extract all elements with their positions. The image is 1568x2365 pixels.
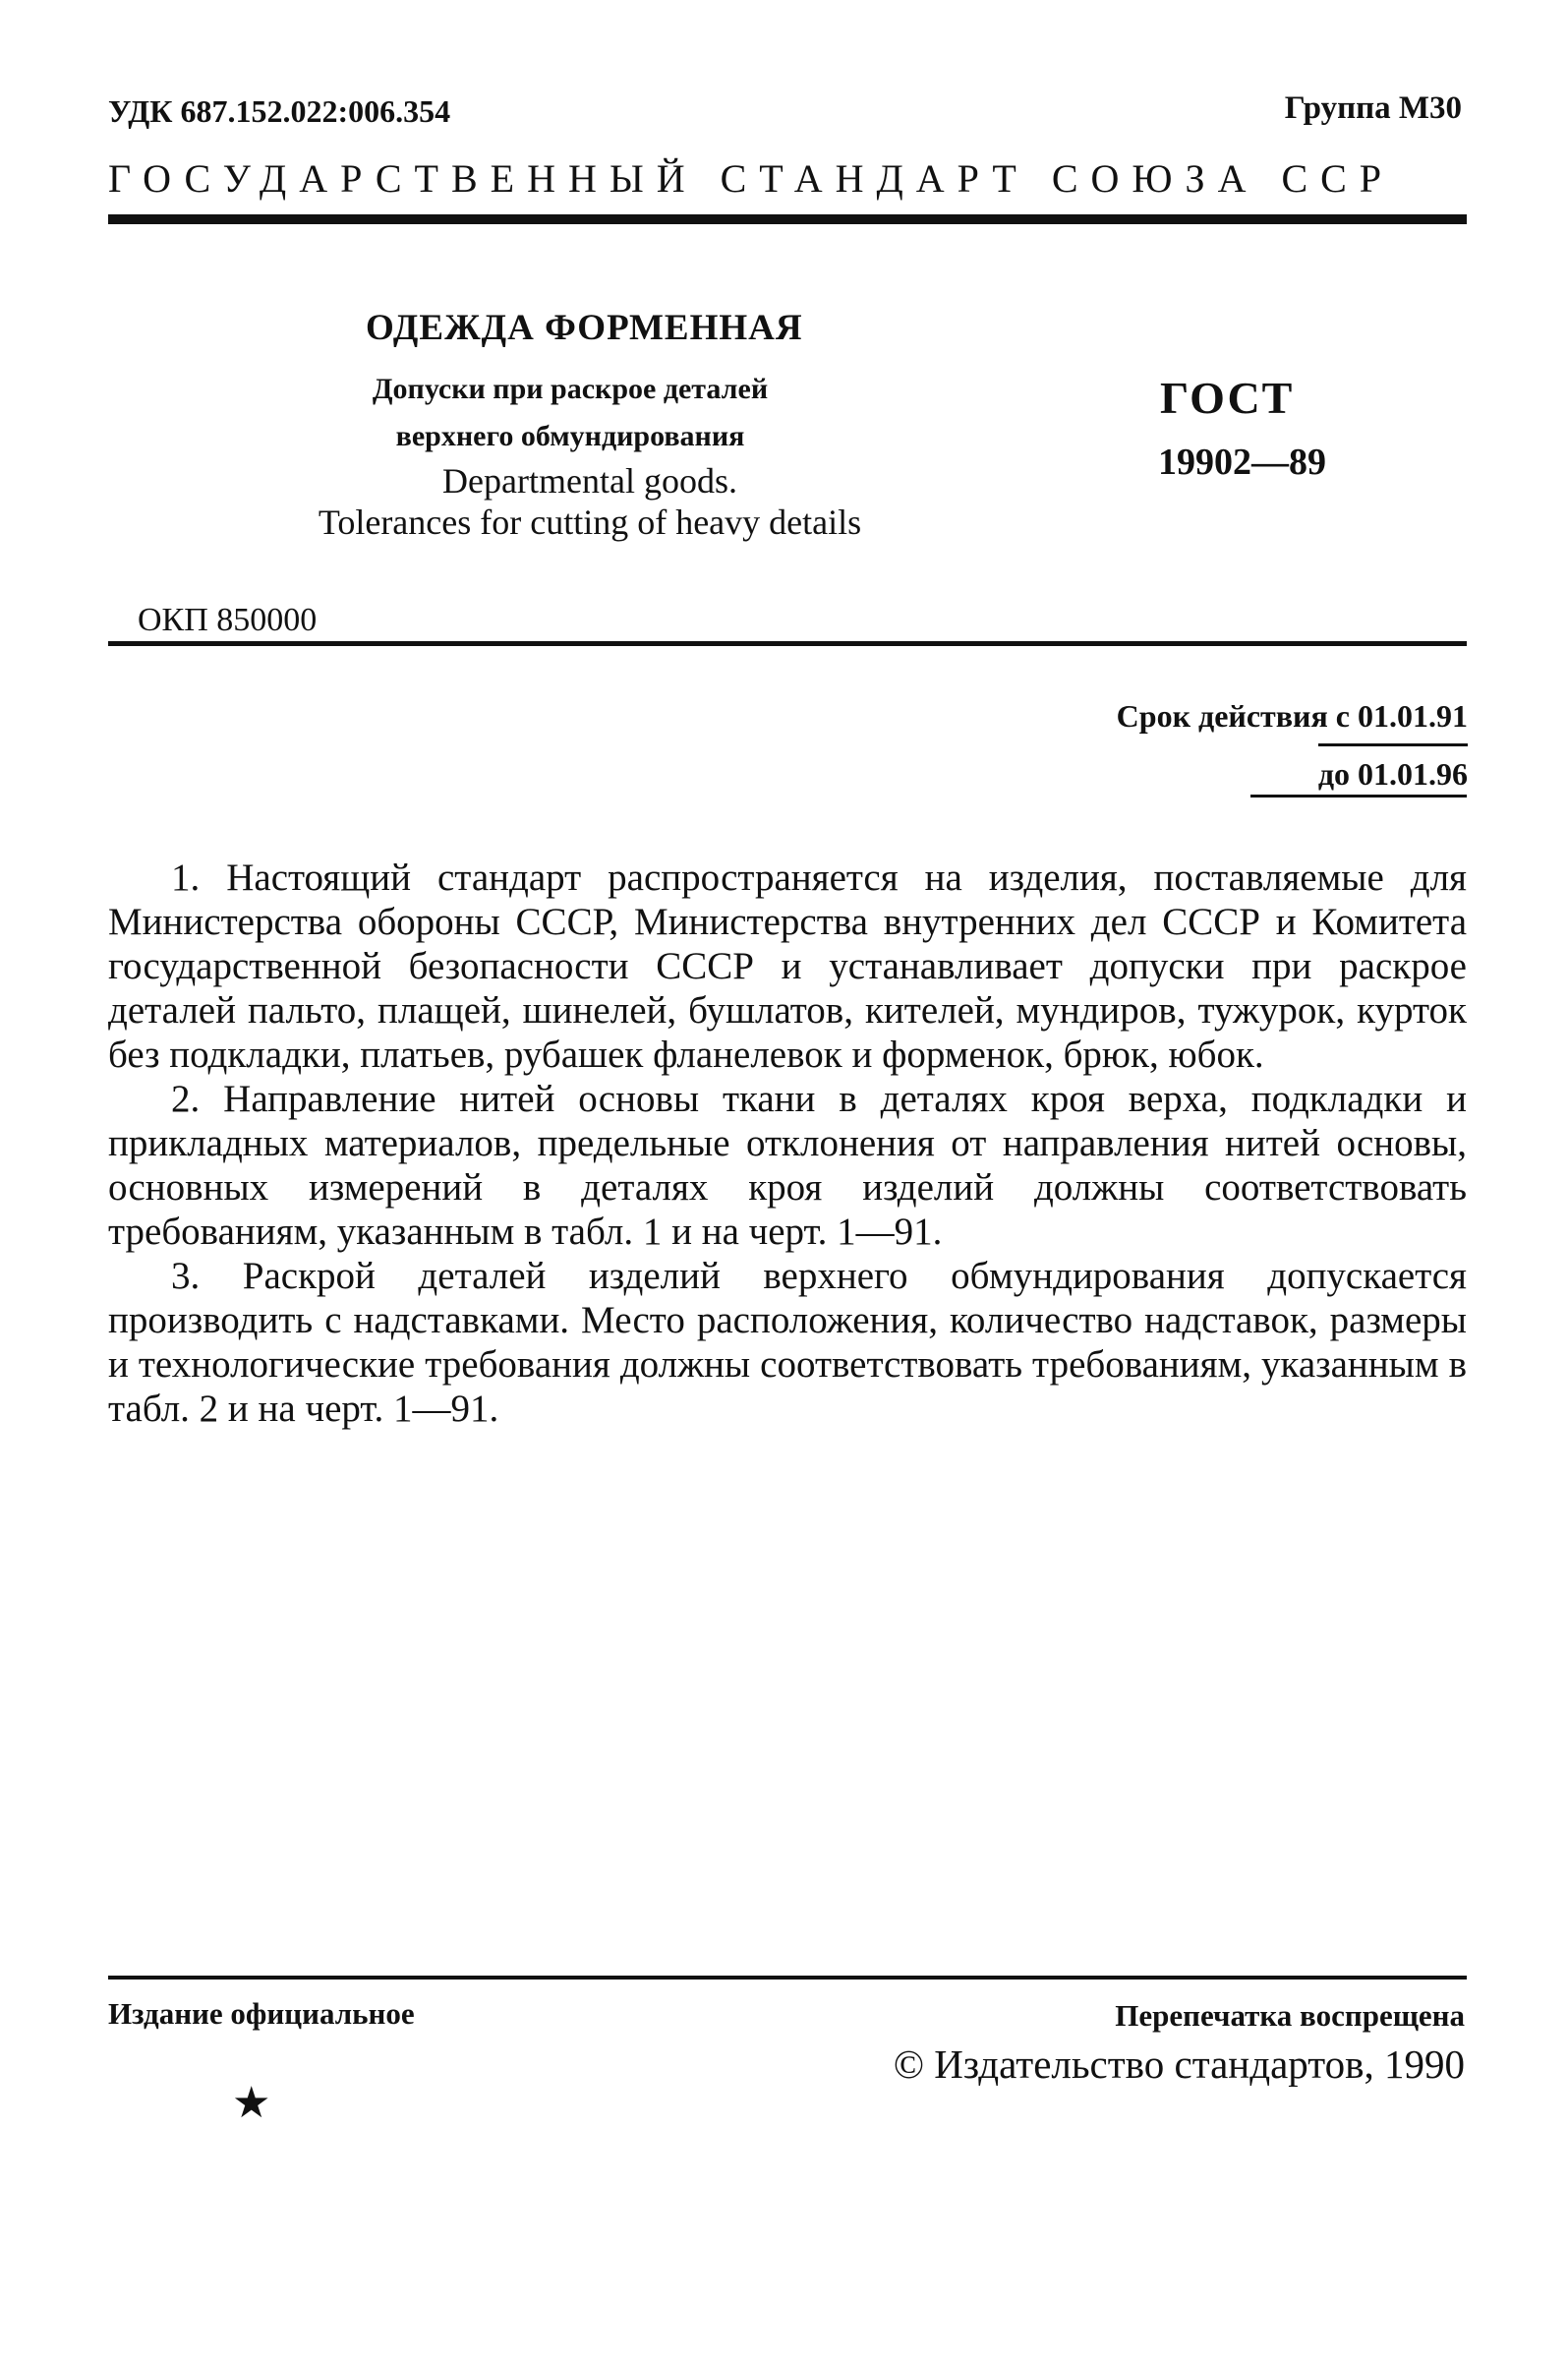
english-title-line: Departmental goods. [442, 461, 737, 501]
document-title: ОДЕЖДА ФОРМЕННАЯ [366, 308, 803, 348]
paragraph-2: 2. Направление нитей основы ткани в деталях кроя верха, подкладки и прикладных материалов, предельные отклонения от направления нитей основы, основных измерений в деталях кроя изделий должны соответствовать требованиям, указанным в табл. 1 и на черт. 1—91. [108, 1078, 1467, 1253]
paragraph-1: 1. Настоящий стандарт распространяется на изделия, поставляемые для Министерства обороны СССР, Министерства внутренних дел СССР и Комитета государственной безопасности СССР и устанавливает допуски при раскрое деталей пальто, плащей, шинелей, бушлатов, кителей, мундиров, тужурок, курток без подкладки, платьев, рубашек фланелевок и форменок, брюк, юбок. [108, 857, 1467, 1076]
header-divider [108, 214, 1467, 224]
okp-code: ОКП 850000 [138, 602, 318, 638]
subtitle-line: Допуски при раскрое деталей [372, 373, 769, 405]
validity-from: Срок действия с 01.01.91 [1116, 698, 1468, 734]
english-title-line: Tolerances for cutting of heavy details [318, 503, 862, 542]
copyright-notice: © Издательство стандартов, 1990 [893, 2041, 1465, 2087]
official-edition-note: Издание официальное [108, 1996, 415, 2031]
english-title [246, 460, 934, 543]
document-subtitle [295, 366, 845, 460]
group-code: Группа М30 [1284, 90, 1462, 126]
paragraph-3: 3. Раскрой деталей изделий верхнего обмундирования допускается производить с надставками. Место расположения, количество надставок, размеры и технологические требования должны соответствовать требованиям, указанным в табл. 2 и на черт. 1—91. [108, 1255, 1467, 1430]
validity-period [1117, 688, 1468, 801]
footer-divider [108, 1976, 1467, 1980]
gost-label: ГОСТ [1160, 373, 1295, 423]
star-icon: ★ [232, 2079, 271, 2127]
validity-to: до 01.01.96 [1318, 743, 1468, 801]
gost-number: 19902—89 [1158, 442, 1326, 483]
udk-code: УДК 687.152.022:006.354 [108, 93, 451, 129]
okp-divider [108, 641, 1467, 646]
validity-divider [1250, 795, 1467, 798]
subtitle-line: верхнего обмундирования [395, 420, 745, 452]
document-body [108, 856, 1467, 1431]
reprint-prohibited-note: Перепечатка воспрещена [1115, 1998, 1465, 2033]
state-standard-banner: ГОСУДАРСТВЕННЫЙ СТАНДАРТ СОЮЗА ССР [108, 156, 1395, 201]
